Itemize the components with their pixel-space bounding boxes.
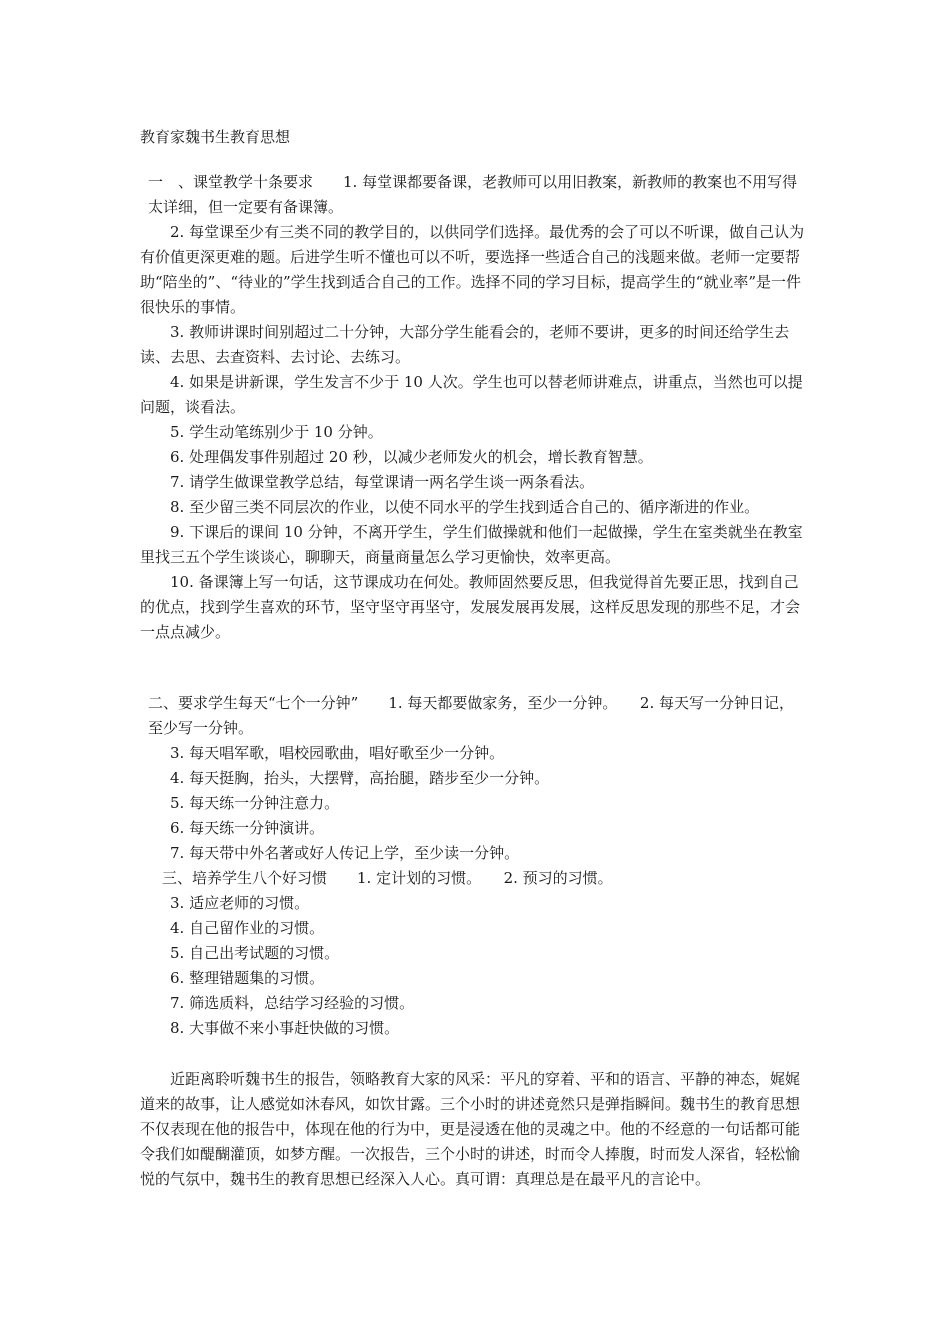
list-item: 2. 每堂课至少有三类不同的教学目的，以供同学们选择。最优秀的会了可以不听课，做自己认为有价值更深更难的题。后进学生听不懂也可以不听，要选择一些适合自己的浅题来做。老师一定要帮助“陪坐的”、“待业的”学生找到适合自己的工作。选择不同的学习目标，提高学生的“就业率”是一件很快乐的事情。: [140, 223, 805, 316]
section-classroom-requirements: [140, 170, 808, 645]
list-item: 3. 教师讲课时间别超过二十分钟，大部分学生能看会的，老师不要讲，更多的时间还给学生去读、去思、去查资料、去讨论、去练习。: [140, 323, 790, 366]
list-item: 4. 每天挺胸，抬头，大摆臂，高抬腿，踏步至少一分钟。: [170, 769, 550, 787]
section-2-heading-paragraph: 二、要求学生每天“七个一分钟” 1. 每天都要做家务，至少一分钟。 2. 每天写一分钟日记，至少写一分钟。: [148, 694, 795, 737]
list-item: 7. 请学生做课堂教学总结，每堂课请一两名学生谈一两条看法。: [170, 473, 595, 491]
section-seven-minutes: [140, 691, 808, 1041]
document-title: 教育家魏书生教育思想: [140, 128, 291, 146]
list-item: 6. 整理错题集的习惯。: [170, 969, 325, 987]
section-1-heading-paragraph: 一 、课堂教学十条要求 1. 每堂课都要备课，老教师可以用旧教案，新教师的教案也不用写得太详细，但一定要有备课簿。: [148, 173, 798, 216]
list-item: 5. 自己出考试题的习惯。: [170, 944, 340, 962]
list-item: 9. 下课后的课间 10 分钟，不离开学生，学生们做操就和他们一起做操，学生在室类就坐在教室里找三五个学生谈谈心，聊聊天，商量商量怎么学习更愉快，效率更高。: [140, 523, 803, 566]
list-item: 6. 每天练一分钟演讲。: [170, 819, 325, 837]
closing-section: [140, 1067, 808, 1192]
list-item: 7. 筛选质料，总结学习经验的习惯。: [170, 994, 415, 1012]
list-item: 4. 如果是讲新课，学生发言不少于 10 人次。学生也可以替老师讲难点，讲重点，当然也可以提问题，谈看法。: [140, 373, 803, 416]
list-item: 4. 自己留作业的习惯。: [170, 919, 325, 937]
list-item: 8. 大事做不来小事赶快做的习惯。: [170, 1019, 400, 1037]
list-item: 8. 至少留三类不同层次的作业，以使不同水平的学生找到适合自己的、循序渐进的作业。: [170, 498, 760, 516]
list-item: 5. 学生动笔练别少于 10 分钟。: [170, 423, 383, 441]
list-item: 3. 适应老师的习惯。: [170, 894, 310, 912]
closing-paragraph: 近距离聆听魏书生的报告，领略教育大家的风采：平凡的穿着、平和的语言、平静的神态，娓娓道来的故事，让人感觉如沐春风，如饮甘露。三个小时的讲述竟然只是弹指瞬间。魏书生的教育思想不仅表现在他的报告中，体现在他的行为中，更是浸透在他的灵魂之中。他的不经意的一句话都可能令我们如醍醐灌顶，如梦方醒。一次报告，三个小时的讲述，时而令人捧腹，时而发人深省，轻松愉悦的气氛中，魏书生的教育思想已经深入人心。真可谓：真理总是在最平凡的言论中。: [140, 1070, 801, 1188]
list-item: 3. 每天唱军歌，唱校园歌曲，唱好歌至少一分钟。: [170, 744, 505, 762]
section-3-heading-paragraph: 三、培养学生八个好习惯 1. 定计划的习惯。 2. 预习的习惯。: [162, 869, 613, 887]
list-item: 10. 备课簿上写一句话，这节课成功在何处。教师固然要反思，但我觉得首先要正思，找到自己的优点，找到学生喜欢的环节，坚守坚守再坚守，发展发展再发展，这样反思发现的那些不足，才会一点点减少。: [140, 573, 801, 641]
list-item: 6. 处理偶发事件别超过 20 秒，以减少老师发火的机会，增长教育智慧。: [170, 448, 653, 466]
list-item: 5. 每天练一分钟注意力。: [170, 794, 340, 812]
list-item: 7. 每天带中外名著或好人传记上学，至少读一分钟。: [170, 844, 520, 862]
